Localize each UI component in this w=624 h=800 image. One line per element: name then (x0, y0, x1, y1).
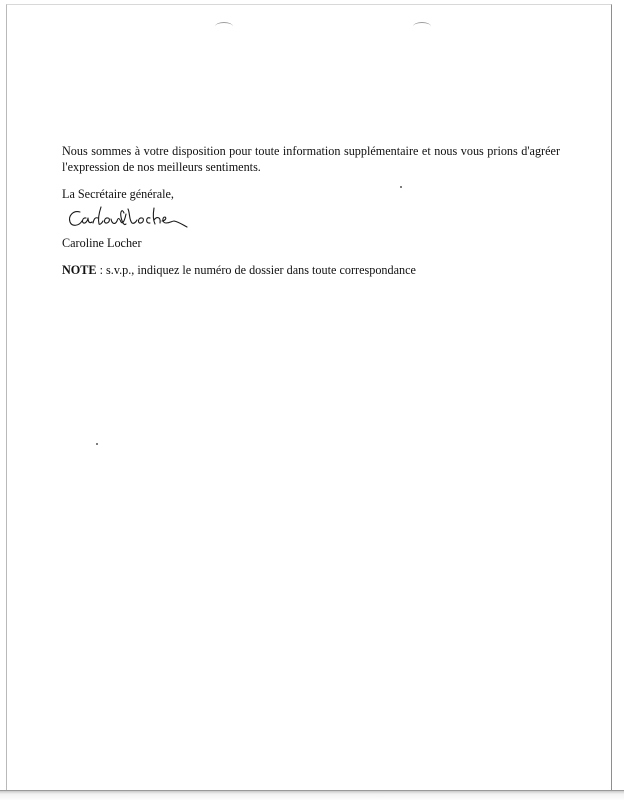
note-label: NOTE (62, 263, 97, 277)
punch-hole-left (215, 22, 233, 31)
punch-hole-right (413, 22, 431, 31)
signatory-name: Caroline Locher (62, 236, 142, 250)
scan-speck (96, 443, 98, 445)
signatory-title: La Secrétaire générale, (62, 187, 174, 201)
handwritten-signature (66, 204, 188, 232)
page-bottom-edge (0, 790, 624, 800)
closing-paragraph: Nous sommes à votre disposition pour toute information supplémentaire et nous vous prions d'agréer l'expression de nos meilleurs sentiments. (62, 144, 560, 174)
page-frame (6, 4, 612, 790)
note-text: : s.v.p., indiquez le numéro de dossier dans toute correspondance (96, 263, 416, 277)
note-line (62, 263, 560, 279)
